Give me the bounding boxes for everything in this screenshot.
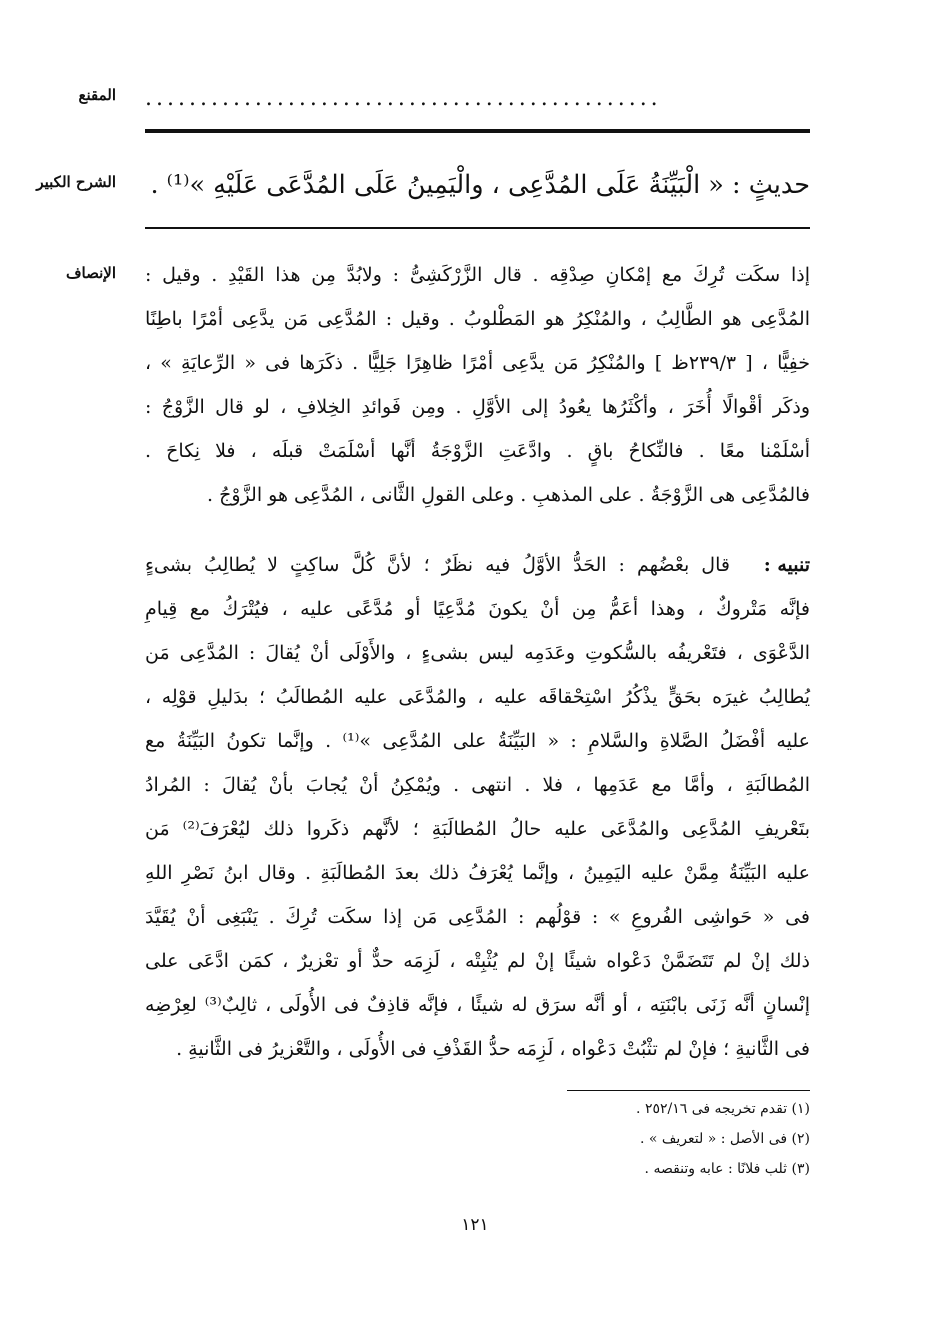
insaf-label: الإنصاف <box>65 264 116 282</box>
tanbih-line: يُطالِبُ غيرَه بحَقٍّ يذْكُرُ اسْتِحْقاقَه عليه ، والمُدَّعَى عليه المُطالَبُ ؛ بدَليلِ قوْلِه ، <box>145 686 810 708</box>
tanbih-line: عليه البَيِّنَةُ مِمَّنْ عليه اليَمِينُ ، وإنَّما يُعْرَفُ ذلك بعدَ المُطالَبَةِ . وقال ابنُ نَصْرِ اللهِ <box>145 862 810 884</box>
tanbih-line: المُطالَبَةِ ، وأمَّا مع عَدَمِها ، فلا . انتهى . ويُمْكِنُ أنْ يُجابَ بأنْ يُقالَ : المُرادُ <box>145 774 810 796</box>
tanbih-line: فى « حَواشِى الفُروعِ » : قوْلُهم : المُدَّعِى مَن إذا سكَت تُرِكَ . يَنْبَغِى أنْ يُقَيَّدَ <box>145 906 810 928</box>
tanbih-line: ذلك إنْ لم تَتَضَمَّنْ دَعْواه شيئًا إنْ لم يُثْبِتْه ، لَزِمَه حدٌّ أو تعْزيرٌ ، كمَن ادَّعَى على <box>145 950 810 972</box>
insaf-line: أسْلَمْنا معًا . فالنِّكاحُ باقٍ . وادَّعَتِ الزَّوْجَةُ أنَّها أسْلَمَتْ قبلَه ، فلا نِكاحَ . <box>145 440 810 462</box>
tanbih-line: عليه أفْضَلُ الصَّلاةِ والسَّلامِ : « البَيِّنَةُ على المُدَّعِى »⁽¹⁾ . وإنَّما تكونُ البَيِّنَةُ مع <box>145 730 810 752</box>
footnote: (٢) فى الأصل : « لتعريف » . <box>640 1131 810 1147</box>
dotted-leader: ............................................... <box>145 86 662 111</box>
insaf-line: المُدَّعِى هو الطَّالِبُ ، والمُنْكِرُ هو المَطْلوبُ . وقيل : المُدَّعِى مَن يدَّعِى أمْرًا باطِنًا <box>145 308 810 330</box>
footnote: (٣) ثلب فلانًا : عابه وتنقصه . <box>644 1161 810 1177</box>
insaf-line: إذا سكَت تُرِكَ مع إمْكانِ صِدْقِه . قال الزَّرْكَشِىُّ : ولابُدَّ مِن هذا القَيْدِ . وقيل : <box>145 264 810 286</box>
section-rule <box>145 227 810 229</box>
insaf-line: وذكَر أقْوالًا أُخَرَ ، وأكْثَرُها يعُودُ إلى الأوَّلِ . ومِن فَوائدِ الخِلافِ ، لو قال الزَّوْجُ : <box>145 396 810 418</box>
tanbih-line: بتَعْريفِ المُدَّعِى والمُدَّعَى عليه حالُ المُطالَبَةِ ؛ لأنَّهم ذكَروا ذلك ليُعْرَفَ⁽²⁾ مَن <box>145 818 810 840</box>
tanbih-line: قال بعْضُهم : الحَدُّ الأوَّلُ فيه نظَرٌ ؛ لأنَّ كُلَّ ساكِتٍ لا يُطالِبُ بشىءٍ <box>145 554 730 576</box>
tanbih-label: تنبيه : <box>763 554 810 576</box>
book-title: المقنع <box>78 86 116 104</box>
insaf-line: فالمُدَّعِى هى الزَّوْجَةُ . على المذهبِ . وعلى القولِ الثَّانى ، المُدَّعِى هو الزَّوْجُ . <box>207 484 810 506</box>
footnote: (١) تقدم تخريجه فى ٢٥٢/١٦ . <box>636 1101 810 1117</box>
insaf-line: خفِيًّا ، [ ٢٣٩/٣ظ ] والمُنْكِرُ مَن يدَّعِى أمْرًا ظاهِرًا جَلِيًّا . ذكَرَها فى « الرِّعايَةِ » ، <box>145 352 811 374</box>
tanbih-line: فإنَّه مَتْروكٌ ، وهذا أعَمُّ مِن أنْ يكونَ مُدَّعِيًا أو مُدَّعًى عليه ، فيُتْرَكُ مع قِيامِ <box>145 598 810 620</box>
footnote-rule <box>567 1090 810 1091</box>
tanbih-line: فى الثَّانيةِ ؛ فإنْ لم تثْبُتْ دَعْواه ، لَزِمَه حدُّ القَذْفِ فى الأُولَى ، والتَّعْزيرُ فى الثَّانيةِ . <box>176 1038 810 1060</box>
page-number: ١٢١ <box>461 1215 489 1235</box>
hadith-line: حديثٍ : « الْبَيِّنَةُ عَلَى المُدَّعِى ، والْيَمِينُ عَلَى المُدَّعَى عَلَيْهِ »⁽¹⁾ . <box>150 170 810 200</box>
tanbih-line: إنْسانٍ أنَّه زَنَى بابْنَتِه ، أو أنَّه سرَق له شيئًا ، فإنَّه قاذِفٌ فى الأُولَى ، ثالِبٌ⁽³⁾ لعِرْضِه <box>145 994 810 1016</box>
header-rule <box>145 129 810 133</box>
tanbih-line: الدَّعْوَى ، فتَعْريفُه بالسُّكوتِ وعَدَمِه ليس بشىءٍ ، والأَوْلَى أنْ يُقالَ : المُدَّعِى مَن <box>145 642 810 664</box>
commentary-label: الشرح الكبير <box>36 173 116 191</box>
